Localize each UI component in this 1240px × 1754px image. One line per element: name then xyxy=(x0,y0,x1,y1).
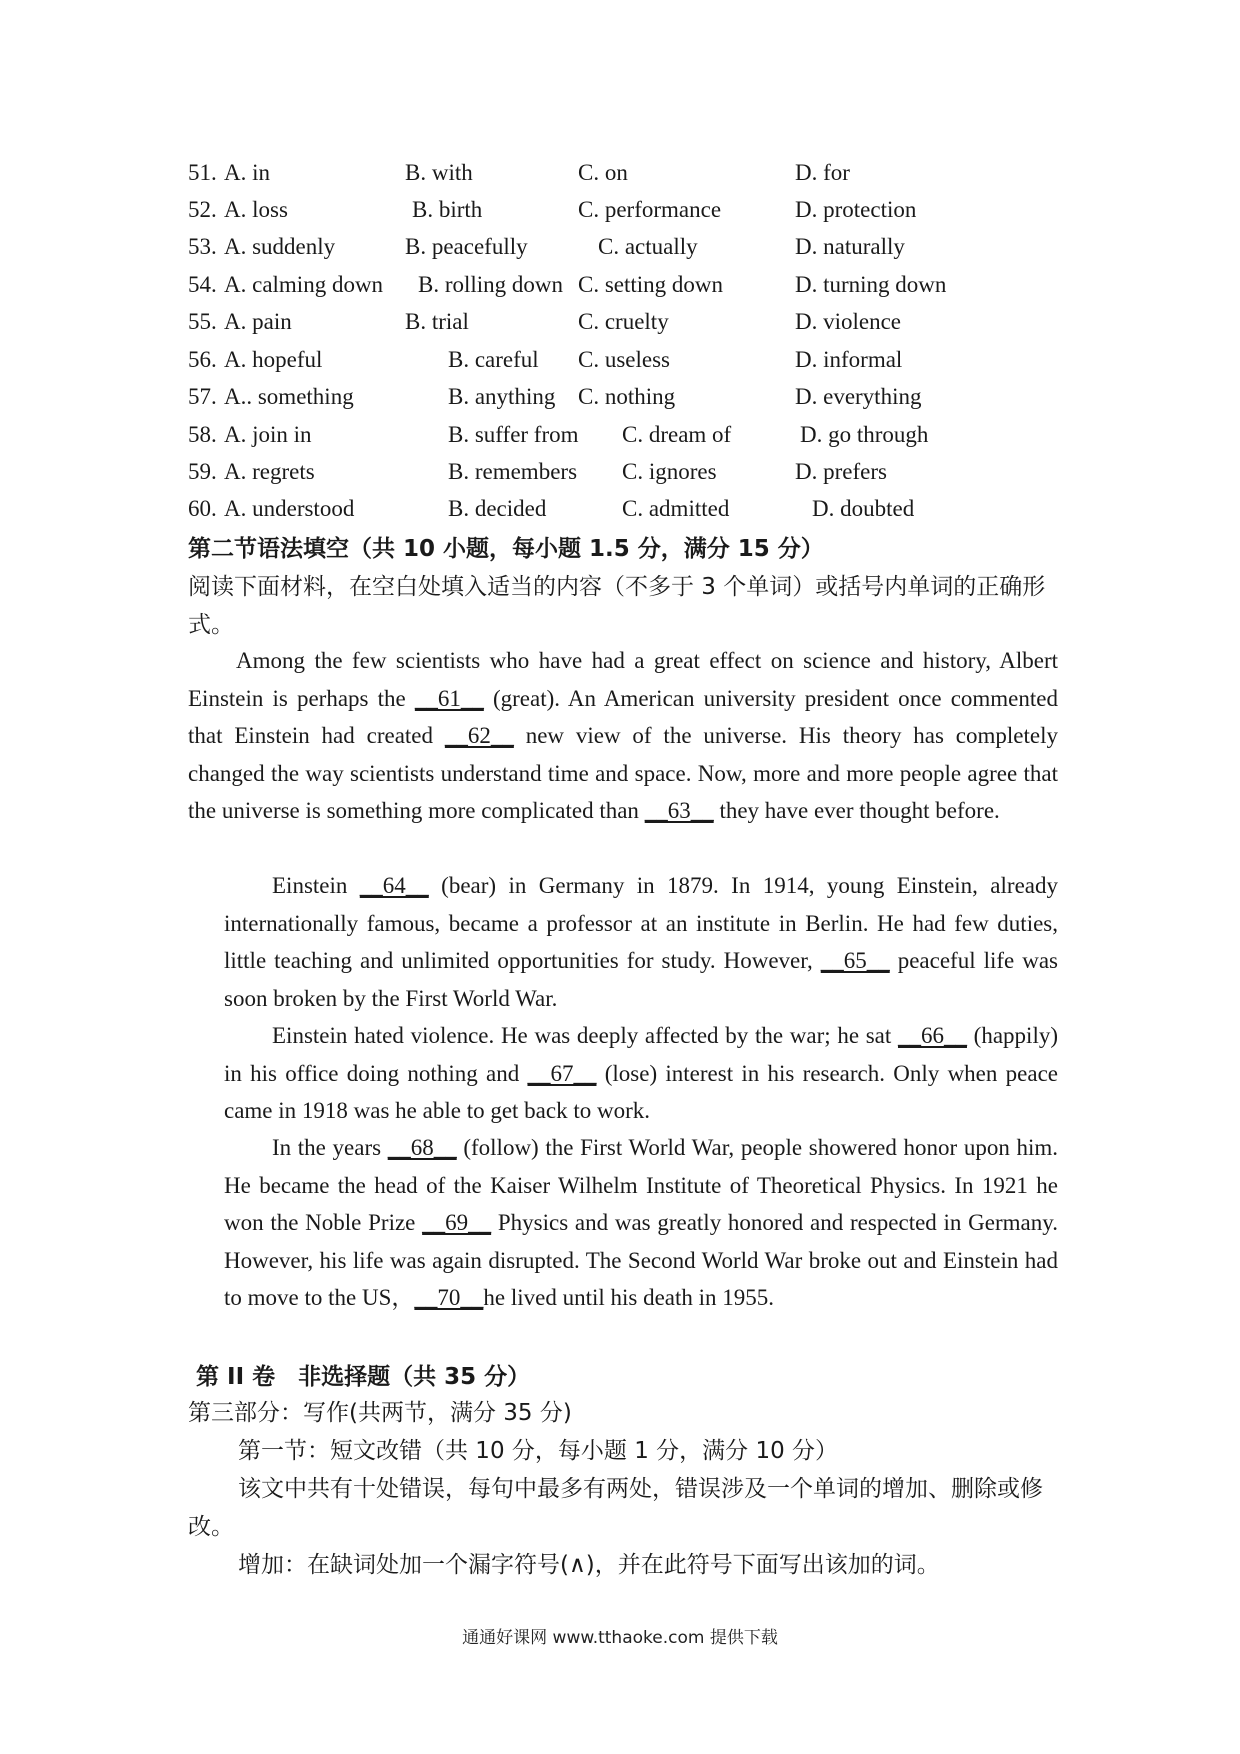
option-b: B. suffer from xyxy=(448,422,579,447)
option-row xyxy=(188,418,1088,452)
option-d: D. violence xyxy=(795,309,902,334)
option-c: C. admitted xyxy=(622,496,730,521)
option-row xyxy=(188,343,1088,377)
question-number: 57. xyxy=(188,384,217,409)
option-c: C. on xyxy=(578,160,628,185)
blank-69: __69__ xyxy=(422,1210,492,1235)
blank-63: __63__ xyxy=(644,798,714,823)
option-d: D. for xyxy=(795,160,850,185)
option-row xyxy=(188,268,1088,302)
question-number: 53. xyxy=(188,234,217,259)
blank-67: __67__ xyxy=(527,1060,597,1086)
passage-paragraph-1: Among the few scientists who have had a great effect on science and history, Albert Einstein is perhaps the __61__ (great). An American university president once commented that Einstein had created __62__ new view of the universe. His theory has completely changed the way scientists understand time and space. Now, more and more people agree that the universe is something more complicated than __63__ they have ever thought before. xyxy=(188,648,1058,823)
option-a: A.. something xyxy=(224,384,354,409)
option-c: C. cruelty xyxy=(578,309,669,334)
question-number: 55. xyxy=(188,309,217,334)
option-d: D. everything xyxy=(795,384,922,409)
option-row xyxy=(188,230,1088,264)
option-a: A. hopeful xyxy=(224,347,323,372)
option-b: B. decided xyxy=(448,496,547,521)
question-number: 54. xyxy=(188,272,217,297)
option-a: A. in xyxy=(224,160,270,185)
option-d: D. doubted xyxy=(812,496,915,521)
blank-68: __68__ xyxy=(387,1135,457,1160)
question-number: 60. xyxy=(188,496,217,521)
option-a: A. loss xyxy=(224,197,288,222)
option-row xyxy=(188,455,1088,489)
question-number: 52. xyxy=(188,197,217,222)
part-two-title: 第 II 卷 非选择题（共 35 分） xyxy=(196,1364,531,1390)
option-d: D. turning down xyxy=(795,272,947,297)
option-a: A. pain xyxy=(224,309,292,334)
question-number: 59. xyxy=(188,459,217,484)
option-a: A. join in xyxy=(224,422,312,447)
option-c: C. ignores xyxy=(622,459,717,484)
option-row xyxy=(188,380,1088,414)
option-c: C. setting down xyxy=(578,272,724,297)
question-number: 58. xyxy=(188,422,217,447)
option-b: B. remembers xyxy=(448,459,578,484)
question-number: 56. xyxy=(188,347,217,372)
error-correction-instruction: 该文中共有十处错误，每句中最多有两处，错误涉及一个单词的增加、删除或修改。 xyxy=(188,1476,1043,1540)
option-c: C. actually xyxy=(598,234,698,259)
option-b: B. with xyxy=(405,160,473,185)
option-c: C. useless xyxy=(578,347,670,372)
blank-64: __64__ xyxy=(359,873,429,898)
blank-61: __61__ xyxy=(414,685,484,711)
question-number: 51. xyxy=(188,160,217,185)
grammar-instruction: 阅读下面材料，在空白处填入适当的内容（不多于 3 个单词）或括号内单词的正确形式。 xyxy=(188,574,1046,638)
option-a: A. suddenly xyxy=(224,234,336,259)
option-d: D. protection xyxy=(795,197,917,222)
option-b: B. trial xyxy=(405,309,469,334)
option-row xyxy=(188,305,1088,339)
option-a: A. calming down xyxy=(224,272,384,297)
writing-part-heading: 第三部分：写作(共两节，满分 35 分) xyxy=(188,1400,572,1426)
error-correction-add-rule: 增加：在缺词处加一个漏字符号(∧)，并在此符号下面写出该加的词。 xyxy=(238,1552,940,1578)
option-row xyxy=(188,156,1088,190)
option-b: B. peacefully xyxy=(405,234,528,259)
option-c: C. nothing xyxy=(578,384,676,409)
footer-source: 通通好课网 www.tthaoke.com 提供下载 xyxy=(462,1628,778,1648)
error-correction-heading: 第一节：短文改错（共 10 分，每小题 1 分，满分 10 分） xyxy=(238,1438,839,1464)
blank-70: __70__ xyxy=(414,1285,484,1310)
option-c: C. performance xyxy=(578,197,722,222)
option-d: D. informal xyxy=(795,347,903,372)
blank-62: __62__ xyxy=(444,723,514,748)
option-a: A. regrets xyxy=(224,459,315,484)
option-row xyxy=(188,492,1088,526)
passage-paragraph-4: In the years __68__ (follow) the First World War, people showered honor upon him. He became the head of the Kaiser Wilhelm Institute of Theoretical Physics. In 1921 he won the Noble Prize __69__ Physics and was greatly honored and respected in Germany. However, his life was again disrupted. The Second World War broke out and Einstein had to move to the US，__70__he lived until his death in 1955. xyxy=(224,1135,1058,1310)
option-row xyxy=(188,193,1088,227)
option-d: D. go through xyxy=(800,422,929,447)
blank-65: __65__ xyxy=(820,948,890,973)
passage-paragraph-3: Einstein hated violence. He was deeply affected by the war; he sat __66__ (happily) in his office doing nothing and __67__ (lose) interest in his research. Only when peace came in 1918 was he able to get back to work. xyxy=(224,1023,1058,1123)
option-a: A. understood xyxy=(224,496,355,521)
option-d: D. naturally xyxy=(795,234,905,259)
passage-paragraph-2: Einstein __64__ (bear) in Germany in 1879. In 1914, young Einstein, already internationally famous, became a professor at an institute in Berlin. He had few duties, little teaching and unlimited opportunities for study. However, __65__ peaceful life was soon broken by the First World War. xyxy=(224,873,1058,1011)
option-c: C. dream of xyxy=(622,422,732,447)
option-b: B. rolling down xyxy=(418,272,564,297)
option-b: B. careful xyxy=(448,347,539,372)
grammar-section-title: 第二节语法填空（共 10 小题，每小题 1.5 分，满分 15 分） xyxy=(188,536,824,562)
option-d: D. prefers xyxy=(795,459,887,484)
option-b: B. anything xyxy=(448,384,556,409)
blank-66: __66__ xyxy=(897,1023,967,1048)
option-b: B. birth xyxy=(412,197,483,222)
